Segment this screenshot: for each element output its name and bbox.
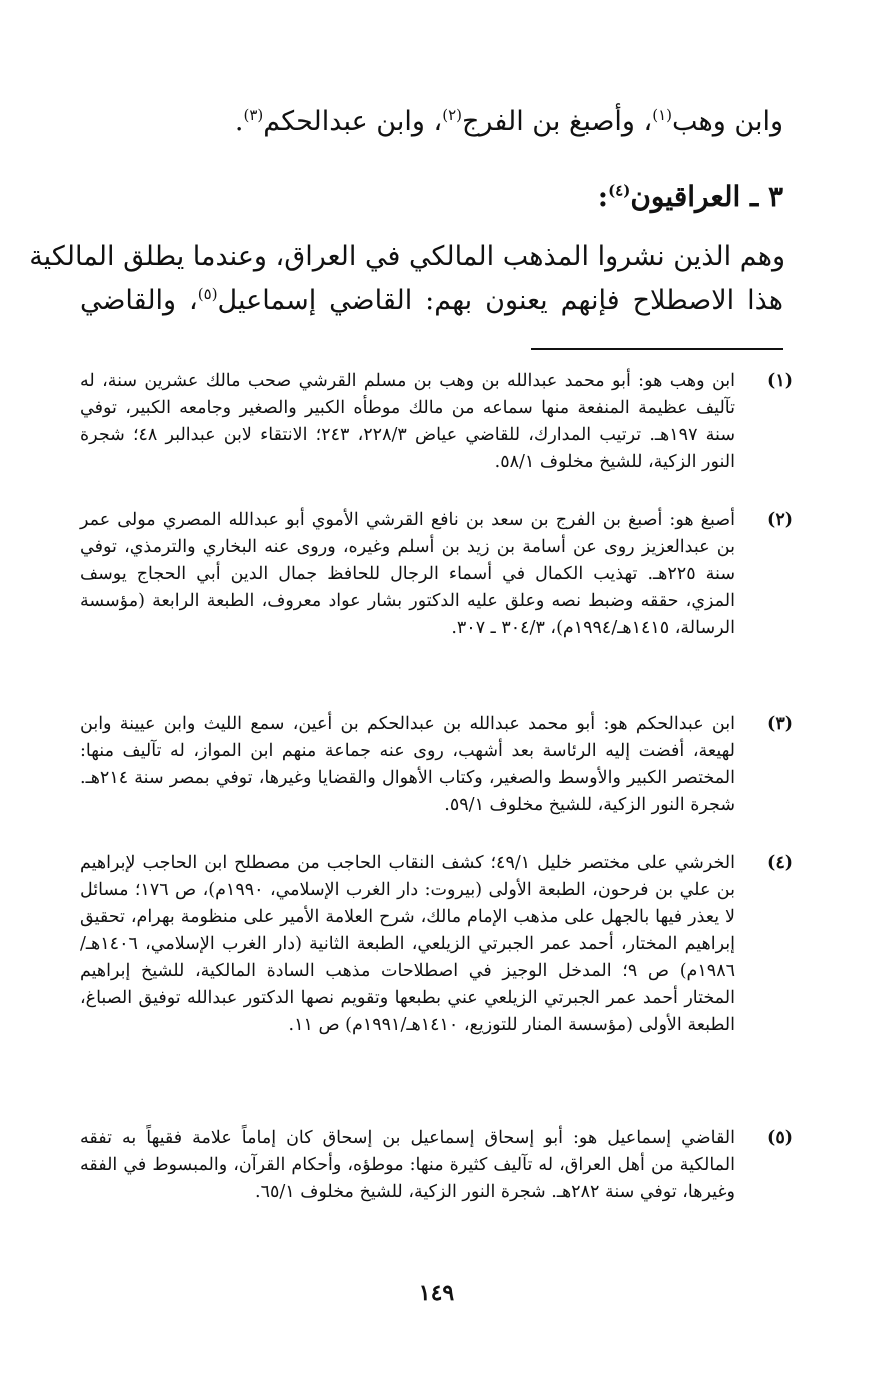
footnote-ref-4: (٤) xyxy=(608,181,631,200)
main-text-line-1: وابن وهب$^{(١)}$، وأصبغ بن الفرج$^{(٢)}$، وابن عبدالحكم$^{(٣)}$. xyxy=(234,106,783,137)
footnote-text: الخرشي على مختصر خليل ٤٩/١؛ كشف النقاب الحاجب من مصطلح ابن الحاجب لإبراهيم بن علي بن فرحون، الطبعة الأولى (بيروت: دار الغرب الإسلامي، ١٩٩٠م)، ص ١٧٦؛ مسائل لا يعذر فيها بالجهل على مذهب الإمام مالك، شرح العلامة الأمير على منظومة بهرام، تحقيق إبراهيم المختار، أحمد عمر الجبرتي الزيلعي، الطبعة الثانية (دار الغرب الإسلامي، ١٤٠٦هـ/١٩٨٦م) ص ٩؛ المدخل الوجيز في اصطلاحات مذهب السادة المالكية، للشيخ إبراهيم المختار أحمد عمر الجبرتي الزيلعي عني بطبعها وتقويم نصها الدكتور عبدالله توفيق الصباغ، الطبعة الأولى (مؤسسة المنار للتوزيع، ١٤١٠هـ/١٩٩١م) ص ١١. xyxy=(80,853,735,1035)
footnote-separator xyxy=(531,348,783,350)
footnote-ref-3: (٣) xyxy=(243,106,264,124)
footnote-3 xyxy=(80,711,793,819)
footnote-number: (٥) xyxy=(767,1128,793,1148)
footnote-ref-5: (٥) xyxy=(197,285,218,303)
footnote-text: ابن وهب هو: أبو محمد عبدالله بن وهب بن مسلم القرشي صحب مالك عشرين سنة، له تآليف عظيمة المنفعة منها سماعه من مالك موطأه الكبير والصغير وجامعه الكبير، توفي سنة ١٩٧هـ. ترتيب المدارك، للقاضي عياض ٢٢٨/٣، ٢٤٣؛ الانتقاء لابن عبدالبر ٤٨؛ شجرة النور الزكية، للشيخ مخلوف ٥٨/١. xyxy=(80,371,735,472)
page-number: ١٤٩ xyxy=(418,1280,455,1306)
footnote-text: القاضي إسماعيل هو: أبو إسحاق إسماعيل بن إسحاق كان إماماً علامة فقيهاً به تفقه المالكية من أهل العراق، له تآليف كثيرة منها: موطؤه، وأحكام القرآن، والمبسوط في الفقه وغيرها، توفي سنة ٢٨٢هـ. شجرة النور الزكية، للشيخ مخلوف ٦٥/١. xyxy=(80,1128,735,1202)
footnote-number: (٤) xyxy=(767,853,793,873)
footnote-1 xyxy=(80,368,793,476)
footnote-4 xyxy=(80,850,793,1039)
footnote-number: (١) xyxy=(767,371,793,391)
footnote-2 xyxy=(80,507,793,642)
main-text-line-4: هذا الاصطلاح فإنهم يعنون بهم: القاضي إسماعيل$^{(٥)}$، والقاضي xyxy=(80,285,783,316)
main-text-line-3: وهم الذين نشروا المذهب المالكي في العراق، وعندما يطلق المالكية xyxy=(29,241,785,272)
section-heading: ٣ ـ العراقيون$^{(٤)}$: xyxy=(597,180,783,213)
footnote-number: (٣) xyxy=(767,714,793,734)
footnote-text: ابن عبدالحكم هو: أبو محمد عبدالله بن عبدالحكم بن أعين، سمع الليث وابن عيينة وابن لهيعة، أفضت إليه الرئاسة بعد أشهب، روى عنه جماعة منهم ابن المواز، له تآليف منها: المختصر الكبير والأوسط والصغير، وكتاب الأهوال والقضايا وغيرها، توفي بمصر سنة ٢١٤هـ. شجرة النور الزكية، للشيخ مخلوف ٥٩/١. xyxy=(80,714,735,815)
footnote-5 xyxy=(80,1125,793,1206)
footnote-ref-2: (٢) xyxy=(442,106,462,124)
footnote-number: (٢) xyxy=(767,510,793,530)
footnote-text: أصبغ هو: أصبغ بن الفرج بن سعد بن نافع القرشي الأموي أبو عبدالله المصري مولى عمر بن عبدالعزيز روى عن أسامة بن زيد بن أسلم وغيره، وروى عنه البخاري والترمذي، توفي سنة ٢٢٥هـ. تهذيب الكمال في أسماء الرجال للحافظ جمال الدين أبي الحجاج يوسف المزي، حققه وضبط نصه وعلق عليه الدكتور بشار عواد معروف، الطبعة الرابعة (مؤسسة الرسالة، ١٤١٥هـ/١٩٩٤م)، ٣٠٤/٣ ـ ٣٠٧. xyxy=(80,510,735,638)
footnote-ref-1: (١) xyxy=(652,106,673,124)
